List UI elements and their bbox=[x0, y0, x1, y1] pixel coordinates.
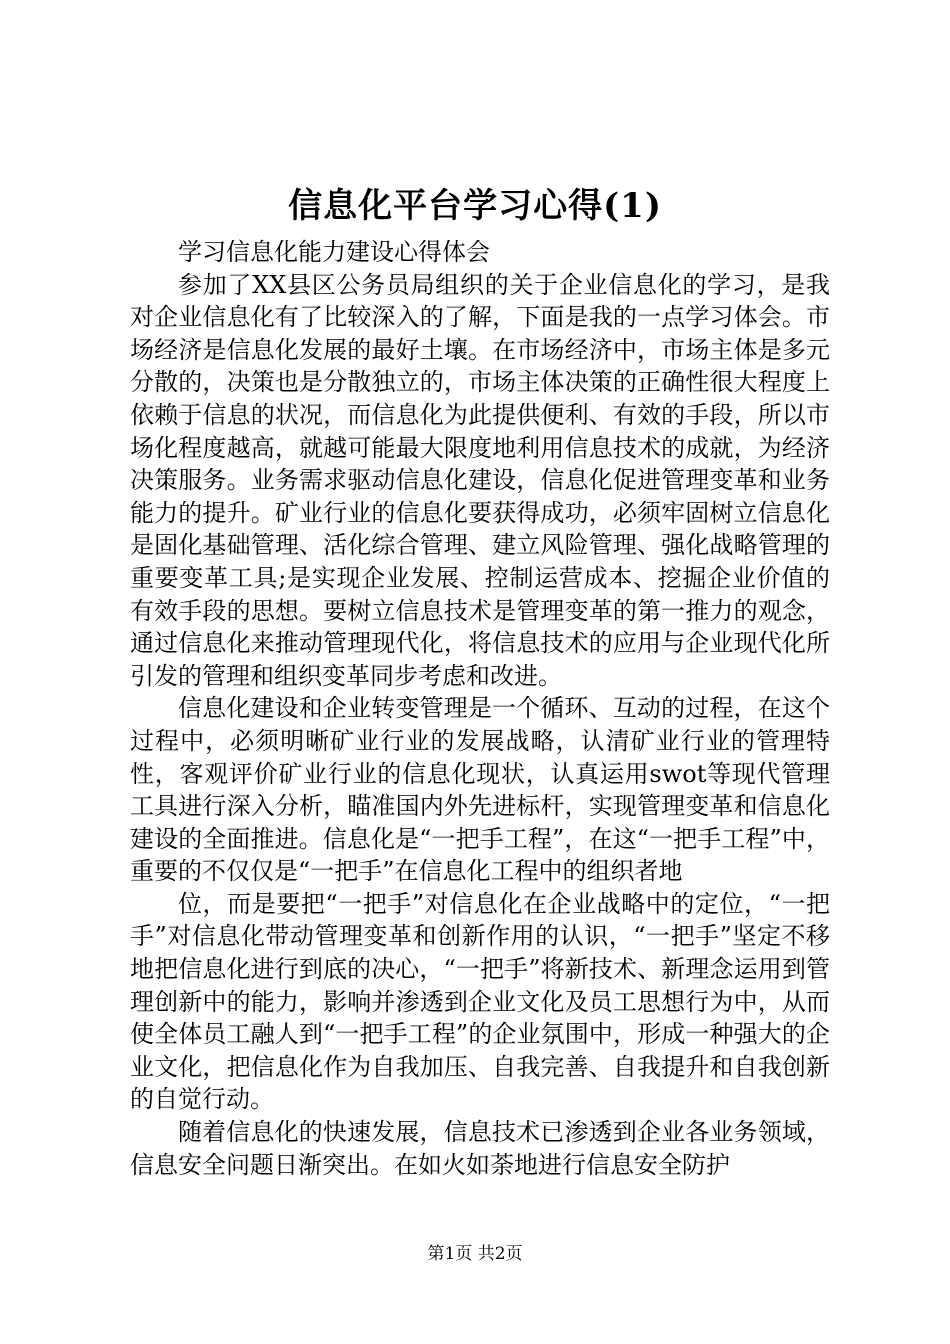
document-body bbox=[130, 236, 830, 1181]
paragraph-2: 信息化建设和企业转变管理是一个循环、互动的过程，在这个过程中，必须明晰矿业行业的发展战略，认清矿业行业的管理特性，客观评价矿业行业的信息化现状，认真运用swot等现代管理工具进行深入分析，瞄准国内外先进标杆，实现管理变革和信息化建设的全面推进。信息化是“一把手工程”，在这“一把手工程”中，重要的不仅仅是“一把手”在信息化工程中的组织者地 bbox=[130, 694, 830, 886]
document-title: 信息化平台学习心得(1) bbox=[288, 186, 662, 226]
paragraph-3: 位，而是要把“一把手”对信息化在企业战略中的定位，“一把手”对信息化带动管理变革和创新作用的认识，“一把手”坚定不移地把信息化进行到底的决心，“一把手”将新技术、新理念运用到管理创新中的能力，影响并渗透到企业文化及员工思想行为中，从而使全体员工融人到“一把手工程”的企业氛围中，形成一种强大的企业文化，把信息化作为自我加压、自我完善、自我提升和自我创新的自觉行动。 bbox=[130, 889, 830, 1114]
paragraph-1: 参加了XX县区公务员局组织的关于企业信息化的学习，是我对企业信息化有了比较深入的了解，下面是我的一点学习体会。市场经济是信息化发展的最好土壤。在市场经济中，市场主体是多元分散的，决策也是分散独立的，市场主体决策的正确性很大程度上依赖于信息的状况，而信息化为此提供便利、有效的手段，所以市场化程度越高，就越可能最大限度地利用信息技术的成就，为经济决策服务。业务需求驱动信息化建设，信息化促进管理变革和业务能力的提升。矿业行业的信息化要获得成功，必须牢固树立信息化是固化基础管理、活化综合管理、建立风险管理、强化战略管理的重要变革工具;是实现企业发展、控制运营成本、挖掘企业价值的有效手段的思想。要树立信息技术是管理变革的第一推力的观念，通过信息化来推动管理现代化，将信息技术的应用与企业现代化所引发的管理和组织变革同步考虑和改进。 bbox=[130, 270, 830, 690]
page-number-footer: 第1页 共2页 bbox=[427, 1244, 523, 1264]
paragraph-4: 随着信息化的快速发展，信息技术已渗透到企业各业务领域，信息安全问题日渐突出。在如火如荼地进行信息安全防护 bbox=[130, 1118, 830, 1179]
document-subtitle: 学习信息化能力建设心得体会 bbox=[178, 238, 490, 266]
